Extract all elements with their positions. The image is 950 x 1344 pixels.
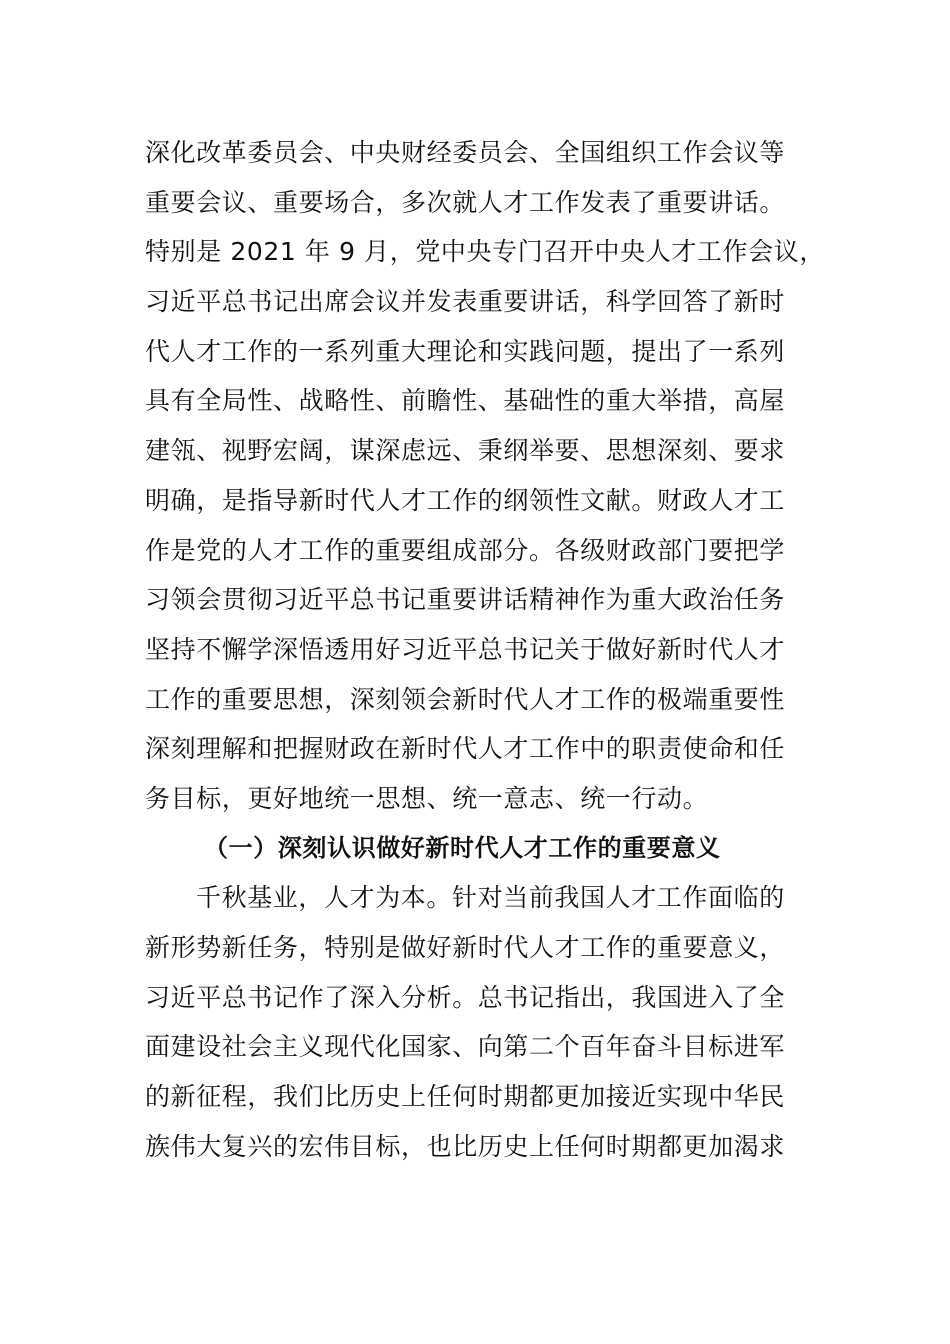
paragraph-2-line: 新形势新任务，特别是做好新时代人才工作的重要意义， — [145, 933, 786, 962]
paragraph-1-line: 代人才工作的一系列重大理论和实践问题，提出了一系列 — [145, 336, 786, 366]
document-body — [145, 128, 825, 1171]
paragraph-1-line: 习近平总书记出席会议并发表重要讲话，科学回答了新时 — [145, 287, 786, 317]
paragraph-1-line: 作是党的人才工作的重要组成部分。各级财政部门要把学 — [145, 535, 786, 565]
paragraph-1-line: 习领会贯彻习近平总书记重要讲话精神作为重大政治任务 — [145, 585, 786, 615]
paragraph-1-line: 建瓴、视野宏阔，谋深虑远、秉纲举要、思想深刻、要求 — [145, 436, 786, 466]
paragraph-1-line: 工作的重要思想，深刻领会新时代人才工作的极端重要性 — [145, 684, 786, 714]
paragraph-1-line: 特别是 2021 年 9 月，党中央专门召开中央人才工作会议， — [145, 237, 825, 267]
paragraph-1-line: 深刻理解和把握财政在新时代人才工作中的职责使命和任 — [145, 734, 786, 764]
paragraph-2-line: 的新征程，我们比历史上任何时期都更加接近实现中华民 — [145, 1082, 786, 1112]
paragraph-2-line: 千秋基业，人才为本。针对当前我国人才工作面临的 — [196, 883, 785, 913]
paragraph-2-line: 面建设社会主义现代化国家、向第二个百年奋斗目标进军 — [145, 1032, 786, 1062]
paragraph-1-line: 重要会议、重要场合，多次就人才工作发表了重要讲话。 — [145, 187, 786, 217]
paragraph-1-line: 坚持不懈学深悟透用好习近平总书记关于做好新时代人才 — [145, 634, 786, 664]
paragraph-1-line: 务目标，更好地统一思想、统一意志、统一行动。 — [145, 783, 709, 813]
paragraph-1-line: 具有全局性、战略性、前瞻性、基础性的重大举措，高屋 — [145, 386, 786, 416]
paragraph-1-line: 明确，是指导新时代人才工作的纲领性文献。财政人才工 — [145, 485, 786, 515]
paragraph-2-line: 习近平总书记作了深入分析。总书记指出，我国进入了全 — [145, 982, 786, 1012]
paragraph-2-line: 族伟大复兴的宏伟目标，也比历史上任何时期都更加渴求 — [145, 1131, 786, 1161]
paragraph-1-line: 深化改革委员会、中央财经委员会、全国组织工作会议等 — [145, 138, 786, 167]
section-heading: （一）深刻认识做好新时代人才工作的重要意义 — [204, 833, 721, 862]
